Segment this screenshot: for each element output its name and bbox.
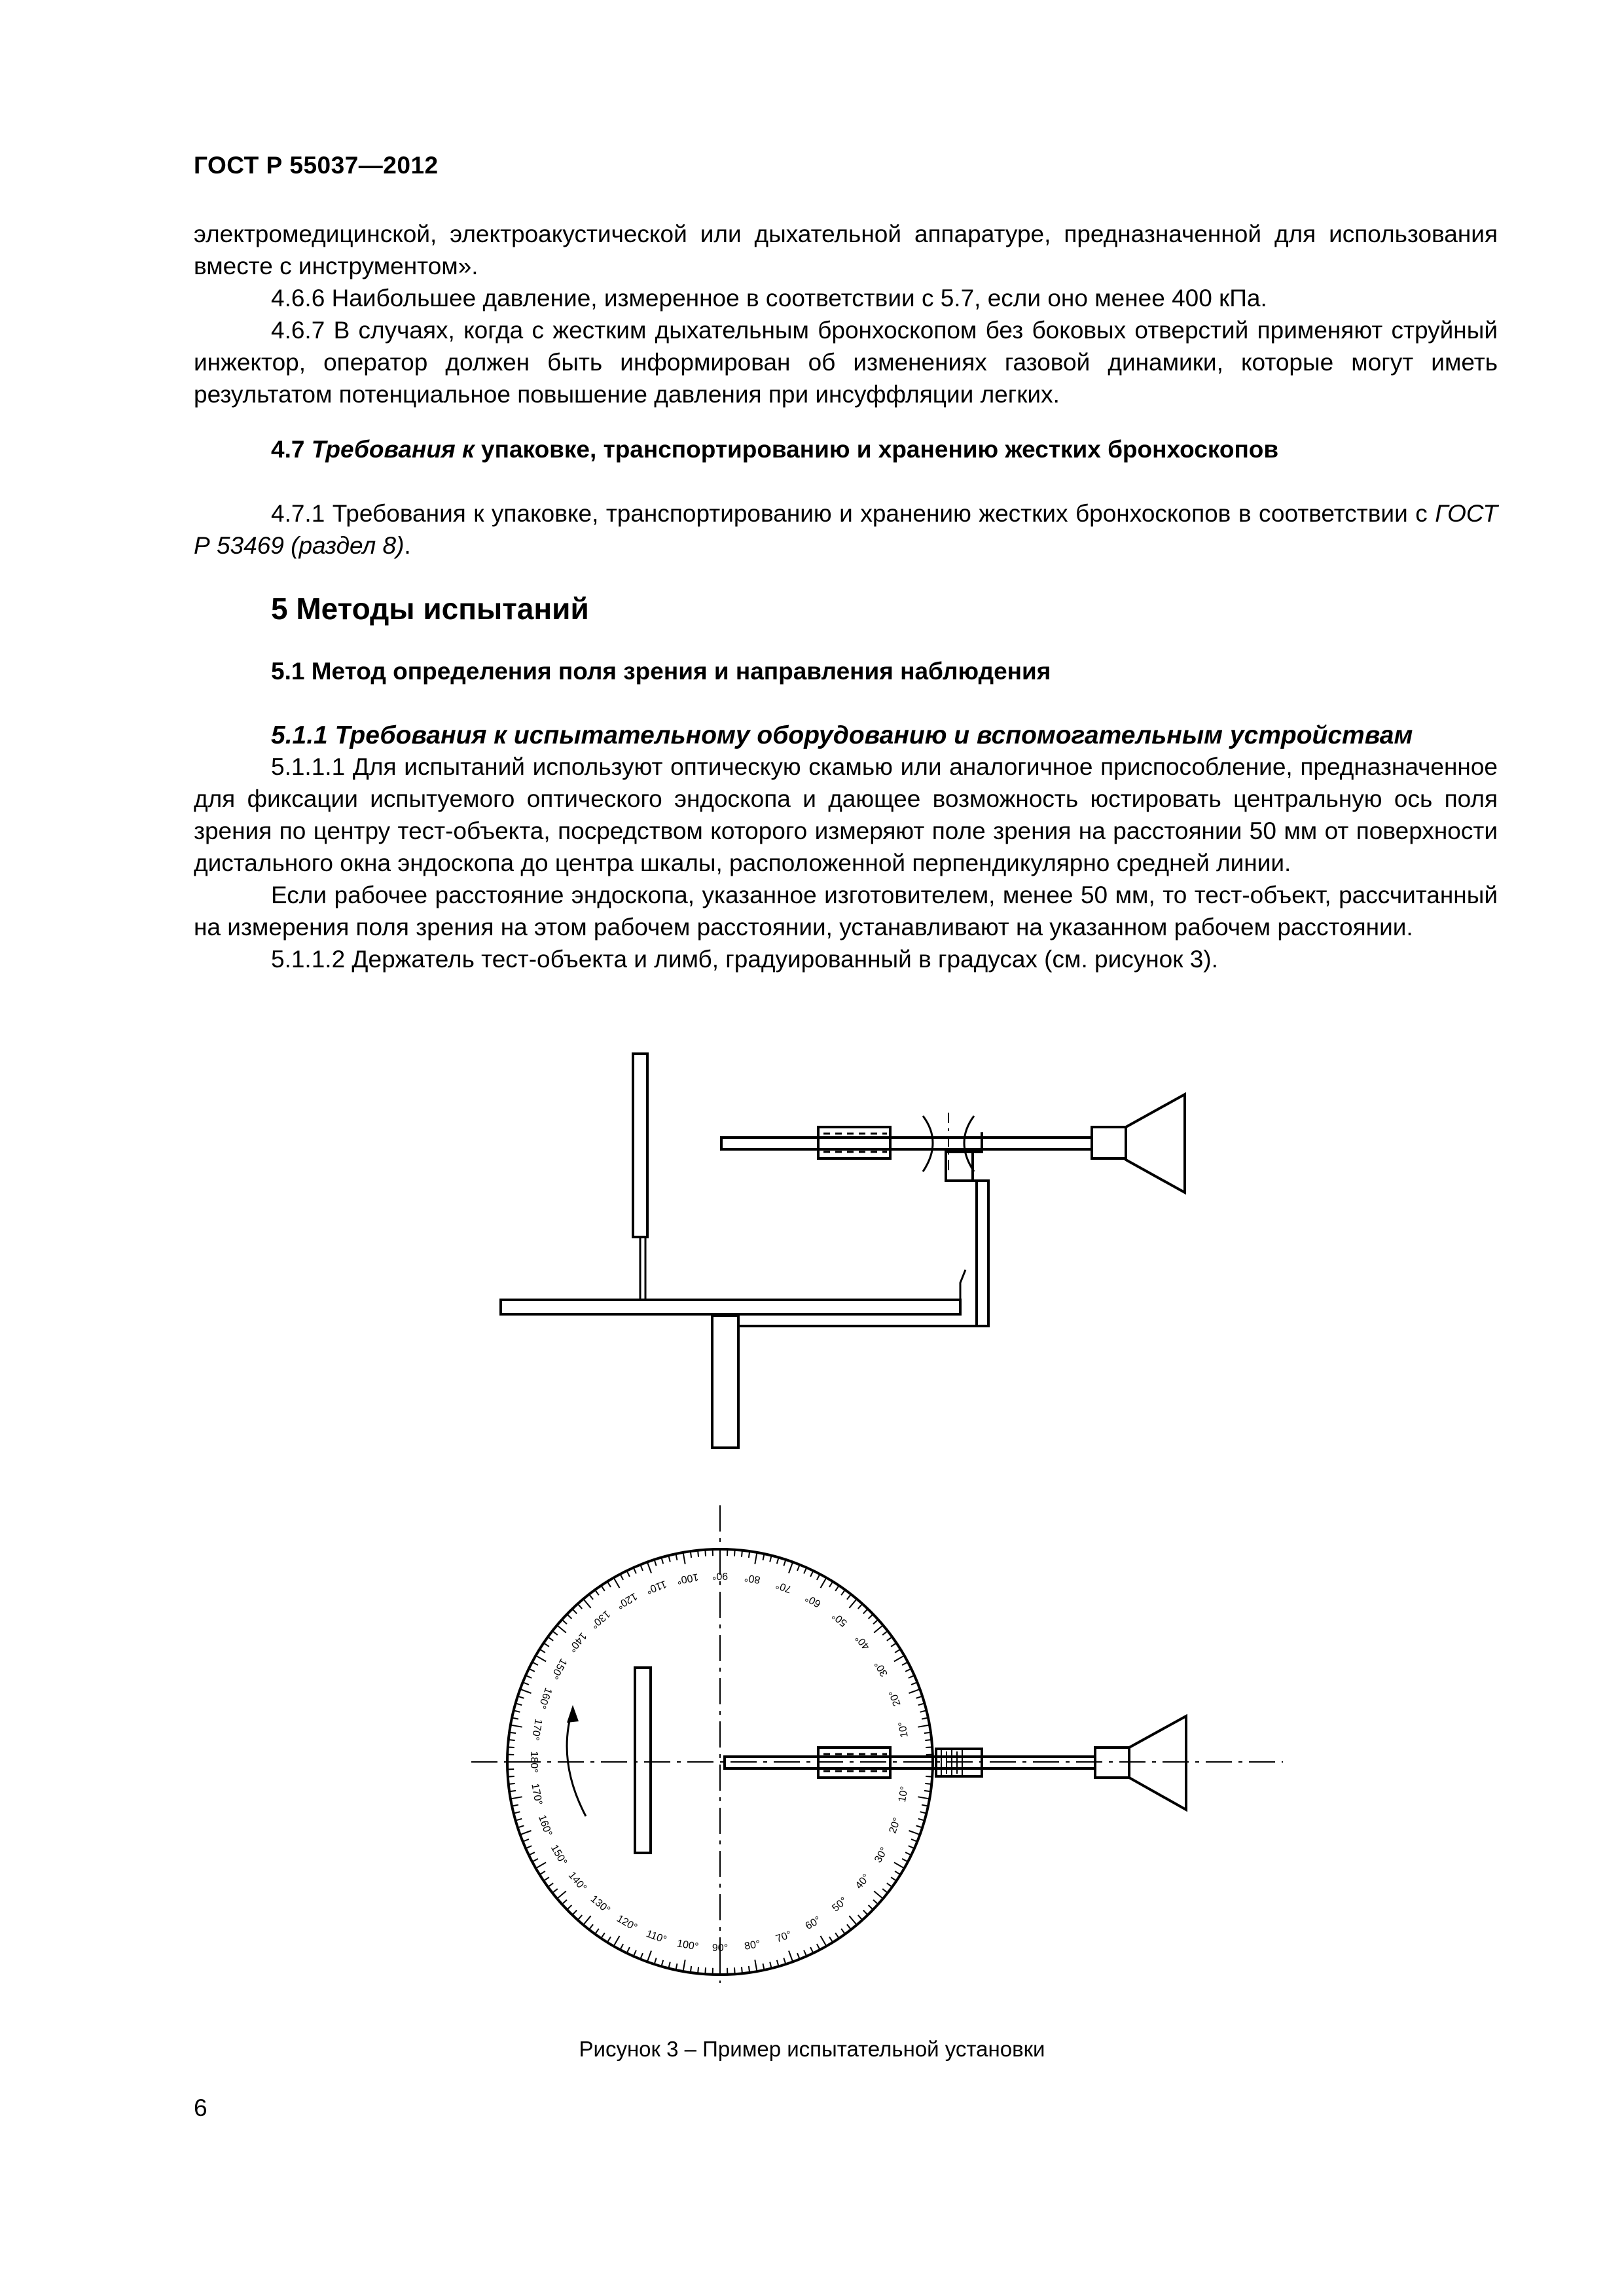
protractor-tick (863, 1910, 868, 1915)
figure-caption: Рисунок 3 – Пример испытательной установки (579, 2037, 1045, 2061)
document-header: ГОСТ Р 55037—2012 (194, 152, 439, 179)
protractor-tick (544, 1877, 549, 1881)
protractor-tick (918, 1797, 929, 1799)
scale-label: 40° (853, 1632, 873, 1652)
scale-label: 40° (853, 1872, 873, 1892)
protractor-tick (891, 1877, 896, 1881)
protractor-tick (755, 1552, 757, 1564)
paragraph-working-distance: Если рабочее расстояние эндоскопа, указанное изготовителем, менее 50 мм, то тест-объект, рассчитанный на измерения поля зрения на этом рабочем расстоянии, устанавливают на указанном рабочем расстоянии. (194, 882, 1498, 941)
protractor-tick (863, 1609, 868, 1613)
protractor-tick (516, 1703, 522, 1705)
protractor-tick (601, 1586, 605, 1591)
protractor-tick (647, 1950, 651, 1962)
protractor-tick (661, 1558, 663, 1564)
protractor-tick (511, 1725, 522, 1727)
protractor-tick (777, 1960, 779, 1967)
scale-label: 100° (676, 1938, 700, 1953)
endoscope-shaft-side (721, 1138, 1092, 1149)
protractor-tick (589, 1594, 593, 1600)
scale-label: 150° (548, 1657, 569, 1681)
heading-section-5: 5 Методы испытаний (271, 592, 589, 626)
protractor-tick (548, 1883, 553, 1887)
heading-4-7-number: 4.7 (271, 436, 305, 463)
protractor-tick (821, 1578, 827, 1588)
protractor-tick (858, 1604, 863, 1608)
protractor-tick (887, 1637, 892, 1641)
protractor-tick (595, 1929, 599, 1934)
protractor-tick (552, 1631, 558, 1635)
protractor-tick (835, 1586, 839, 1591)
protractor-tick (755, 1960, 757, 1971)
scale-label: 130° (588, 1607, 613, 1631)
protractor-tick (858, 1915, 863, 1920)
protractor-tick (705, 1550, 706, 1556)
rotation-arrow-head (567, 1705, 579, 1723)
eyepiece-cup (1129, 1716, 1186, 1810)
protractor-tick (620, 1574, 623, 1580)
protractor-tick (532, 1859, 538, 1862)
scale-label: 80° (744, 1938, 761, 1952)
protractor-tick (804, 1568, 806, 1573)
protractor-tick (777, 1558, 779, 1564)
scale-label: 90° (712, 1570, 729, 1581)
protractor-tick (909, 1676, 914, 1678)
protractor-tick (810, 1571, 813, 1577)
protractor-tick (557, 1891, 566, 1899)
protractor-tick (905, 1669, 911, 1672)
protractor-tick (526, 1676, 532, 1678)
protractor-tick (734, 1550, 735, 1556)
scale-label: 110° (644, 1928, 668, 1946)
protractor-tick (683, 1960, 685, 1971)
protractor-tick (511, 1797, 522, 1799)
protractor-tick (849, 1916, 857, 1925)
paragraph-5-1-1-1: 5.1.1.1 Для испытаний используют оптическую скамью или аналогичное приспособление, предназначенное для фиксации испытуемого оптического эндоскопа и дающее возможность юстировать центральную ось поля зрения по центру тест-объекта, посредством которого измеряют поле зрения на расстоянии 50 мм от поверхности дистального окна эндоскопа до центра шкалы, расположенной перпендикулярно средней линии. (194, 753, 1498, 876)
protractor-tick (926, 1776, 932, 1777)
protractor-tick (789, 1950, 793, 1962)
protractor-tick (817, 1574, 820, 1580)
protractor-tick (918, 1819, 925, 1821)
protractor-tick (526, 1846, 532, 1848)
protractor-tick (924, 1732, 931, 1733)
protractor-tick (509, 1732, 516, 1733)
scale-label: 130° (588, 1893, 613, 1916)
protractor-tick (516, 1819, 522, 1821)
scale-label: 50° (830, 1609, 850, 1629)
protractor-tick (847, 1924, 851, 1929)
protractor-tick (536, 1863, 547, 1869)
scale-label: 90° (712, 1943, 729, 1954)
protractor-tick (895, 1871, 900, 1874)
protractor-tick (529, 1852, 535, 1855)
gost-reference: ГОСТ Р 53469 (раздел 8) (194, 500, 1498, 559)
protractor-tick (614, 1578, 620, 1588)
scale-label: 20° (887, 1689, 903, 1708)
base-post (712, 1316, 738, 1448)
protractor-tick (647, 1562, 651, 1573)
test-object-plate (635, 1668, 651, 1853)
scale-label: 170° (529, 1782, 544, 1806)
protractor-tick (887, 1883, 892, 1887)
protractor-tick (789, 1562, 793, 1573)
protractor-tick (873, 1900, 878, 1905)
base-arm (501, 1300, 960, 1314)
protractor-tick (539, 1649, 545, 1653)
protractor-tick (508, 1747, 514, 1748)
paragraph-4-7-1-end: . (404, 532, 411, 559)
protractor-tick (520, 1831, 532, 1835)
protractor-tick (607, 1937, 611, 1942)
protractor-tick (829, 1937, 833, 1942)
protractor-tick (567, 1614, 571, 1619)
heading-5-1-1: 5.1.1 Требования к испытательному оборудованию и вспомогательным устройствам (271, 721, 1413, 749)
protractor-tick (829, 1581, 833, 1587)
scale-labels-top (528, 1570, 911, 1773)
protractor-tick (835, 1933, 839, 1938)
eyepiece-cup-side (1126, 1094, 1185, 1193)
paragraph-4-6-7: 4.6.7 В случаях, когда с жестким дыхательным бронхоскопом без боковых отверстий применяют струйный инжектор, оператор должен быть информирован об изменениях газовой динамики, которые могут иметь результатом потенциальное повышение давления при инсуффляции легких. (194, 317, 1498, 408)
scale-label: 50° (830, 1895, 850, 1914)
protractor-tick (909, 1689, 920, 1693)
heading-5-1: 5.1 Метод определения поля зрения и направления наблюдения (271, 658, 1051, 685)
paragraph-4-6-6: 4.6.6 Наибольшее давление, измеренное в соответствии с 5.7, если оно менее 400 кПа. (271, 285, 1267, 312)
protractor-tick (557, 1625, 566, 1633)
scale-label: 70° (774, 1579, 793, 1595)
protractor-tick (909, 1831, 920, 1835)
protractor-tick (607, 1581, 611, 1587)
protractor-tick (548, 1637, 553, 1641)
protractor-tick (841, 1590, 845, 1595)
scale-label: 20° (887, 1816, 903, 1835)
protractor-tick (552, 1889, 558, 1893)
protractor-tick (873, 1620, 878, 1624)
plan-view (471, 1505, 1283, 1983)
scale-label: 80° (744, 1571, 761, 1586)
protractor-tick (869, 1614, 873, 1619)
protractor-tick (891, 1643, 896, 1647)
heading-4-7-text: упаковке, транспортированию и хранению жестких бронхоскопов (481, 436, 1279, 463)
protractor-tick (902, 1859, 908, 1862)
scale-label: 30° (873, 1659, 890, 1679)
protractor-tick (902, 1662, 908, 1665)
heading-4-7-italic: Требования к (311, 436, 475, 463)
protractor-tick (529, 1669, 535, 1672)
scale-label: 30° (873, 1845, 890, 1865)
paragraph-continuation: электромедицинской, электроакустической или дыхательной аппаратуре, предназначенной для использования вместе с инструментом». (194, 221, 1498, 279)
protractor-tick (874, 1891, 883, 1899)
scale-label: 160° (535, 1686, 554, 1711)
protractor-tick (869, 1905, 873, 1910)
rotation-arc-left (923, 1116, 933, 1172)
protractor-tick (627, 1571, 630, 1577)
protractor-tick (627, 1947, 630, 1953)
protractor-tick (895, 1649, 900, 1653)
scale-label: 100° (676, 1571, 700, 1586)
eyepiece-body-side (1092, 1127, 1126, 1158)
protractor-tick (520, 1689, 532, 1693)
scale-label: 140° (566, 1869, 589, 1894)
side-view (501, 1054, 1185, 1448)
protractor-tick (595, 1590, 599, 1595)
protractor-tick (882, 1631, 888, 1635)
protractor-tick (849, 1599, 857, 1608)
protractor-tick (821, 1936, 827, 1946)
protractor-tick (926, 1747, 932, 1748)
protractor-tick (583, 1599, 591, 1608)
scale-label: 140° (566, 1630, 589, 1655)
protractor-tick (578, 1604, 583, 1608)
protractor-tick (804, 1950, 806, 1956)
scale-label: 160° (535, 1813, 554, 1838)
protractor-tick (578, 1915, 583, 1920)
protractor-tick (847, 1594, 851, 1600)
protractor-tick (620, 1944, 623, 1950)
protractor-tick (572, 1910, 577, 1915)
protractor-tick (539, 1871, 545, 1874)
paragraph-4-7-1-text: 4.7.1 Требования к упаковке, транспортированию и хранению жестких бронхоскопов в соответствии с (271, 500, 1428, 527)
scale-label: 10° (896, 1721, 911, 1738)
bracket-clamp (960, 1270, 965, 1314)
bracket-outer (738, 1132, 982, 1326)
protractor-tick (567, 1905, 571, 1910)
protractor-tick (918, 1725, 929, 1727)
protractor-tick (905, 1852, 911, 1855)
protractor-tick (614, 1936, 620, 1946)
scale-label: 60° (803, 1592, 823, 1609)
protractor-tick (572, 1609, 577, 1613)
protractor-tick (601, 1933, 605, 1938)
scale-label: 170° (529, 1717, 544, 1742)
protractor-tick (562, 1900, 566, 1905)
protractor-tick (918, 1703, 925, 1705)
page-number: 6 (194, 2094, 208, 2121)
protractor-tick (817, 1944, 820, 1950)
scale-label: 150° (548, 1842, 569, 1867)
protractor-tick (894, 1656, 905, 1662)
paragraph-5-1-1-2: 5.1.1.2 Держатель тест-объекта и лимб, градуированный в градусах (см. рисунок 3). (271, 946, 1218, 973)
protractor-tick (661, 1960, 663, 1967)
protractor-tick (562, 1620, 566, 1624)
scale-label: 10° (896, 1785, 911, 1803)
protractor-tick (894, 1863, 905, 1869)
test-object-plate-side (633, 1054, 647, 1237)
scale-label: 120° (615, 1912, 640, 1934)
protractor-tick (909, 1846, 914, 1848)
sleeve-side (818, 1127, 890, 1158)
scale-label: 180° (528, 1751, 539, 1773)
scale-label: 120° (615, 1590, 640, 1611)
protractor-tick (589, 1924, 593, 1929)
protractor-tick (841, 1929, 845, 1934)
protractor-tick (634, 1950, 636, 1956)
protractor-tick (705, 1967, 706, 1974)
protractor-tick (544, 1643, 549, 1647)
protractor-tick (583, 1916, 591, 1925)
scale-label: 110° (644, 1577, 668, 1596)
protractor-tick (536, 1656, 547, 1662)
scale-label: 60° (803, 1914, 823, 1932)
protractor-tick (810, 1947, 813, 1953)
scale-label: 70° (774, 1929, 793, 1945)
protractor-tick (734, 1967, 735, 1974)
protractor-tick (882, 1889, 888, 1893)
protractor-tick (874, 1625, 883, 1633)
protractor-tick (634, 1568, 636, 1573)
protractor-tick (683, 1552, 685, 1564)
protractor-tick (508, 1776, 514, 1777)
protractor-tick (532, 1662, 538, 1665)
